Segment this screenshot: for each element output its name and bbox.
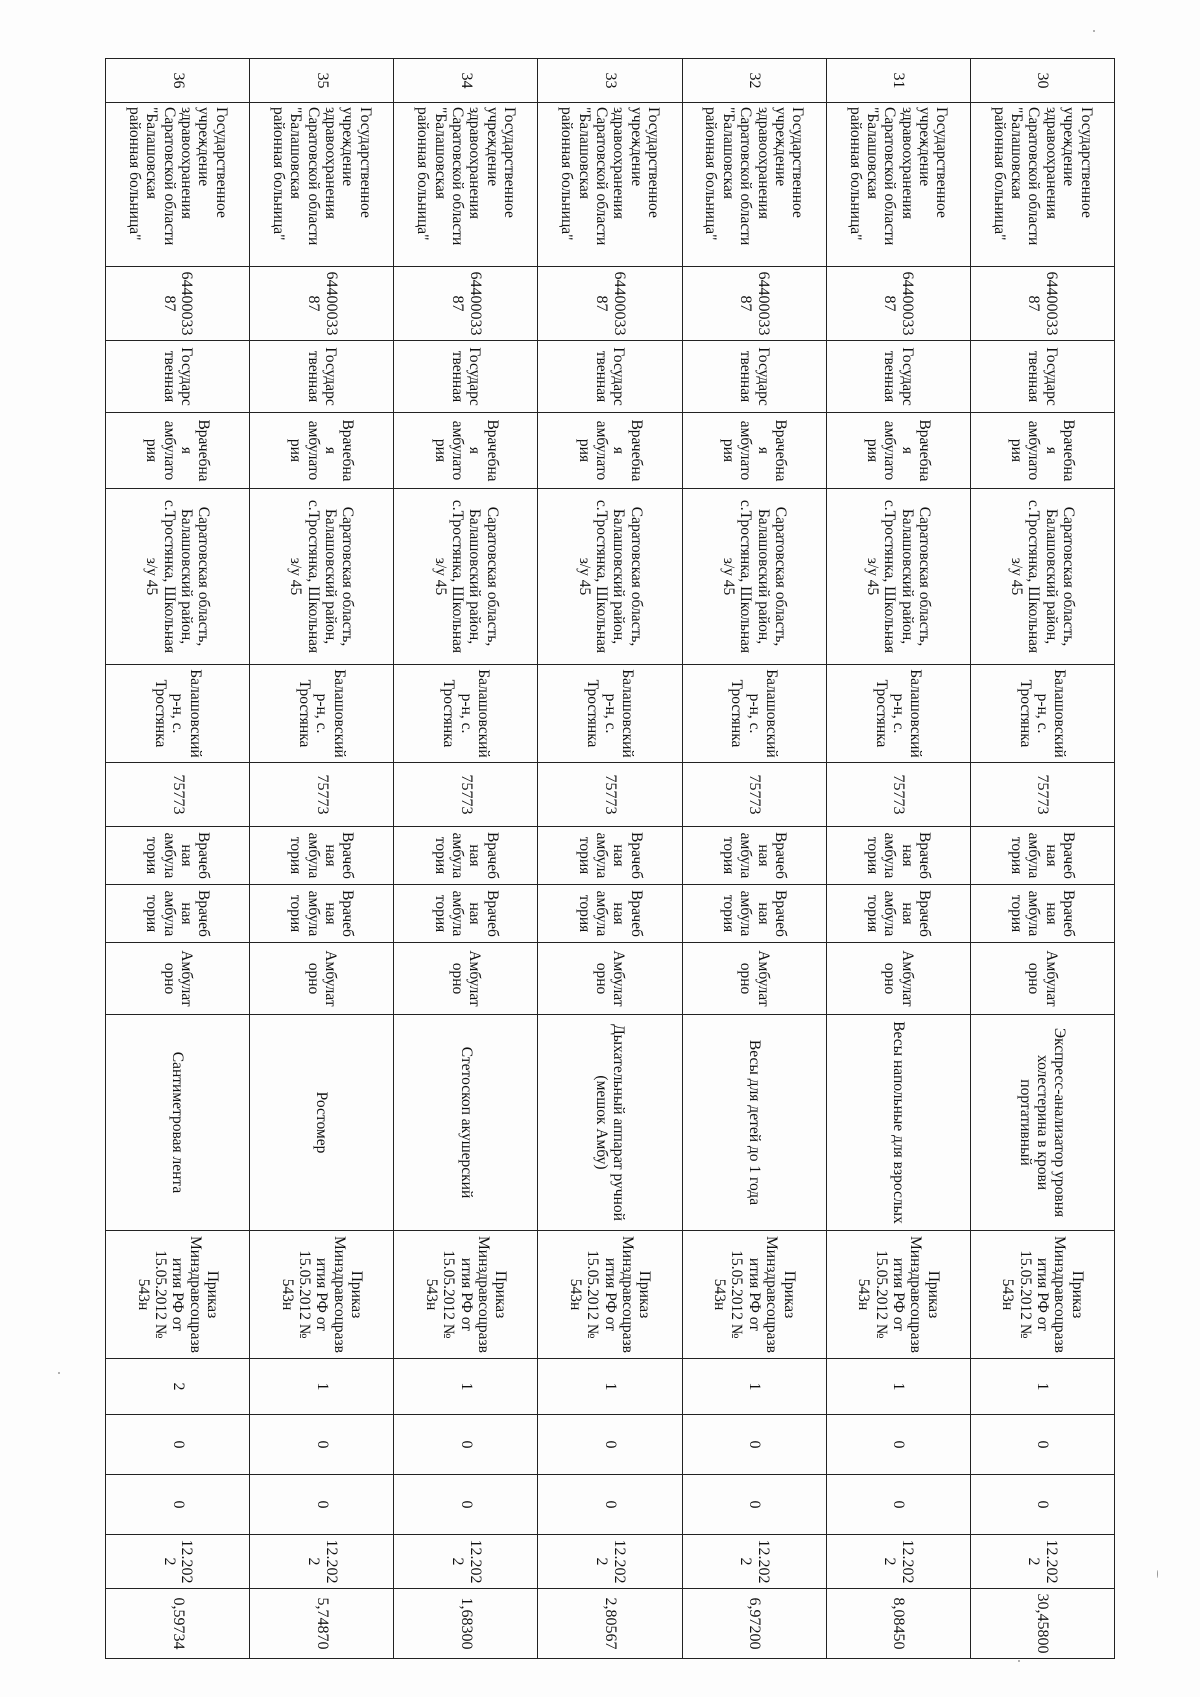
row-number-cell: 30	[970, 59, 1114, 103]
organization-cell: Государственное учреждение здравоохранения Саратовской области "Балашовская районная больница"	[250, 103, 394, 267]
organization-cell: Государственное учреждение здравоохранения Саратовской области "Балашовская районная больница"	[394, 103, 538, 267]
address-cell: Саратовская область, Балашовский район, с.Тростянка, Школьная з/у 45	[538, 489, 682, 665]
equipment-name-cell: Стетоскоп акушерский	[394, 1015, 538, 1231]
table-row	[106, 59, 250, 1659]
care-type-cell: Амбулаторно	[538, 943, 682, 1015]
code-cell: 75773	[394, 763, 538, 827]
address-cell: Саратовская область, Балашовский район, с.Тростянка, Школьная з/у 45	[250, 489, 394, 665]
quantity-cell: 1	[538, 1359, 682, 1415]
locality-cell: Балашовский р-н, с. Тростянка	[538, 665, 682, 763]
unit-cell: Врачебная амбулатория	[682, 413, 826, 489]
row-number-cell: 34	[394, 59, 538, 103]
value-cell: 0	[826, 1415, 970, 1475]
value-cell: 0	[394, 1415, 538, 1475]
table-rotated-wrapper	[105, 58, 1115, 1654]
equipment-name-cell: Экспресс-анализатор уровня холестерина в крови портативный	[970, 1015, 1114, 1231]
equipment-name-cell: Ростомер	[250, 1015, 394, 1231]
order-reference-cell: Приказ Минздравсоцразвития РФ от 15.05.2012 № 543н	[394, 1231, 538, 1359]
amount-cell: 1,68300	[394, 1589, 538, 1659]
department-cell: Врачебная амбулатория	[106, 885, 250, 943]
care-type-cell: Амбулаторно	[394, 943, 538, 1015]
date-cell: 12.2022	[538, 1535, 682, 1589]
address-cell: Саратовская область, Балашовский район, с.Тростянка, Школьная з/у 45	[970, 489, 1114, 665]
code-cell: 75773	[106, 763, 250, 827]
equipment-name-cell: Весы для детей до 1 года	[682, 1015, 826, 1231]
code-cell: 75773	[682, 763, 826, 827]
amount-cell: 8,08450	[826, 1589, 970, 1659]
value-cell: 0	[538, 1475, 682, 1535]
locality-cell: Балашовский р-н, с. Тростянка	[394, 665, 538, 763]
organization-cell: Государственное учреждение здравоохранения Саратовской области "Балашовская районная больница"	[682, 103, 826, 267]
row-number-cell: 36	[106, 59, 250, 103]
inn-cell: 6440003387	[682, 267, 826, 341]
inn-cell: 6440003387	[538, 267, 682, 341]
table-row	[970, 59, 1114, 1659]
inn-cell: 6440003387	[394, 267, 538, 341]
equipment-name-cell: Дыхательный аппарат ручной (мешок Амбу)	[538, 1015, 682, 1231]
table-row	[682, 59, 826, 1659]
scan-speck	[58, 1372, 60, 1374]
address-cell: Саратовская область, Балашовский район, с.Тростянка, Школьная з/у 45	[106, 489, 250, 665]
locality-cell: Балашовский р-н, с. Тростянка	[826, 665, 970, 763]
care-type-cell: Амбулаторно	[826, 943, 970, 1015]
care-type-cell: Амбулаторно	[970, 943, 1114, 1015]
locality-cell: Балашовский р-н, с. Тростянка	[682, 665, 826, 763]
value-cell: 0	[394, 1475, 538, 1535]
department-cell: Врачебная амбулатория	[250, 885, 394, 943]
ownership-cell: Государственная	[538, 341, 682, 413]
organization-cell: Государственное учреждение здравоохранения Саратовской области "Балашовская районная больница"	[538, 103, 682, 267]
value-cell: 0	[250, 1415, 394, 1475]
table-row	[826, 59, 970, 1659]
locality-cell: Балашовский р-н, с. Тростянка	[970, 665, 1114, 763]
locality-cell: Балашовский р-н, с. Тростянка	[250, 665, 394, 763]
department-cell: Врачебная амбулатория	[106, 827, 250, 885]
table-row	[250, 59, 394, 1659]
code-cell: 75773	[538, 763, 682, 827]
code-cell: 75773	[970, 763, 1114, 827]
inn-cell: 6440003387	[826, 267, 970, 341]
value-cell: 0	[106, 1415, 250, 1475]
value-cell: 0	[250, 1475, 394, 1535]
inn-cell: 6440003387	[250, 267, 394, 341]
date-cell: 12.2022	[250, 1535, 394, 1589]
equipment-name-cell: Сантиметровая лента	[106, 1015, 250, 1231]
order-reference-cell: Приказ Минздравсоцразвития РФ от 15.05.2012 № 543н	[250, 1231, 394, 1359]
department-cell: Врачебная амбулатория	[682, 885, 826, 943]
scan-speck	[1018, 1660, 1020, 1662]
value-cell: 0	[970, 1475, 1114, 1535]
care-type-cell: Амбулаторно	[682, 943, 826, 1015]
unit-cell: Врачебная амбулатория	[250, 413, 394, 489]
organization-cell: Государственное учреждение здравоохранения Саратовской области "Балашовская районная больница"	[970, 103, 1114, 267]
quantity-cell: 1	[682, 1359, 826, 1415]
order-reference-cell: Приказ Минздравсоцразвития РФ от 15.05.2012 № 543н	[106, 1231, 250, 1359]
department-cell: Врачебная амбулатория	[538, 885, 682, 943]
date-cell: 12.2022	[106, 1535, 250, 1589]
amount-cell: 6,97200	[682, 1589, 826, 1659]
equipment-name-cell: Весы напольные для взрослых	[826, 1015, 970, 1231]
amount-cell: 30,45800	[970, 1589, 1114, 1659]
department-cell: Врачебная амбулатория	[394, 827, 538, 885]
department-cell: Врачебная амбулатория	[826, 885, 970, 943]
row-number-cell: 31	[826, 59, 970, 103]
date-cell: 12.2022	[970, 1535, 1114, 1589]
date-cell: 12.2022	[394, 1535, 538, 1589]
order-reference-cell: Приказ Минздравсоцразвития РФ от 15.05.2012 № 543н	[826, 1231, 970, 1359]
quantity-cell: 2	[106, 1359, 250, 1415]
date-cell: 12.2022	[682, 1535, 826, 1589]
row-number-cell: 33	[538, 59, 682, 103]
table-body	[106, 59, 1115, 1659]
code-cell: 75773	[826, 763, 970, 827]
organization-cell: Государственное учреждение здравоохранения Саратовской области "Балашовская районная больница"	[826, 103, 970, 267]
scan-speck	[1093, 30, 1095, 32]
value-cell: 0	[106, 1475, 250, 1535]
inn-cell: 6440003387	[106, 267, 250, 341]
ownership-cell: Государственная	[250, 341, 394, 413]
row-number-cell: 35	[250, 59, 394, 103]
table-row	[538, 59, 682, 1659]
organization-cell: Государственное учреждение здравоохранения Саратовской области "Балашовская районная больница"	[106, 103, 250, 267]
department-cell: Врачебная амбулатория	[970, 827, 1114, 885]
quantity-cell: 1	[970, 1359, 1114, 1415]
ownership-cell: Государственная	[682, 341, 826, 413]
quantity-cell: 1	[826, 1359, 970, 1415]
department-cell: Врачебная амбулатория	[682, 827, 826, 885]
unit-cell: Врачебная амбулатория	[106, 413, 250, 489]
address-cell: Саратовская область, Балашовский район, с.Тростянка, Школьная з/у 45	[682, 489, 826, 665]
inn-cell: 6440003387	[970, 267, 1114, 341]
table-row	[394, 59, 538, 1659]
value-cell: 0	[682, 1415, 826, 1475]
care-type-cell: Амбулаторно	[250, 943, 394, 1015]
unit-cell: Врачебная амбулатория	[826, 413, 970, 489]
department-cell: Врачебная амбулатория	[826, 827, 970, 885]
ownership-cell: Государственная	[106, 341, 250, 413]
order-reference-cell: Приказ Минздравсоцразвития РФ от 15.05.2012 № 543н	[538, 1231, 682, 1359]
locality-cell: Балашовский р-н, с. Тростянка	[106, 665, 250, 763]
unit-cell: Врачебная амбулатория	[970, 413, 1114, 489]
code-cell: 75773	[250, 763, 394, 827]
amount-cell: 5,74870	[250, 1589, 394, 1659]
ownership-cell: Государственная	[394, 341, 538, 413]
value-cell: 0	[538, 1415, 682, 1475]
department-cell: Врачебная амбулатория	[970, 885, 1114, 943]
order-reference-cell: Приказ Минздравсоцразвития РФ от 15.05.2012 № 543н	[970, 1231, 1114, 1359]
value-cell: 0	[826, 1475, 970, 1535]
value-cell: 0	[682, 1475, 826, 1535]
date-cell: 12.2022	[826, 1535, 970, 1589]
ownership-cell: Государственная	[826, 341, 970, 413]
quantity-cell: 1	[394, 1359, 538, 1415]
amount-cell: 2,80567	[538, 1589, 682, 1659]
address-cell: Саратовская область, Балашовский район, с.Тростянка, Школьная з/у 45	[394, 489, 538, 665]
department-cell: Врачебная амбулатория	[394, 885, 538, 943]
row-number-cell: 32	[682, 59, 826, 103]
unit-cell: Врачебная амбулатория	[538, 413, 682, 489]
care-type-cell: Амбулаторно	[106, 943, 250, 1015]
value-cell: 0	[970, 1415, 1114, 1475]
scan-speck	[1157, 1570, 1158, 1578]
ownership-cell: Государственная	[970, 341, 1114, 413]
order-reference-cell: Приказ Минздравсоцразвития РФ от 15.05.2012 № 543н	[682, 1231, 826, 1359]
address-cell: Саратовская область, Балашовский район, с.Тростянка, Школьная з/у 45	[826, 489, 970, 665]
department-cell: Врачебная амбулатория	[250, 827, 394, 885]
department-cell: Врачебная амбулатория	[538, 827, 682, 885]
quantity-cell: 1	[250, 1359, 394, 1415]
equipment-table	[105, 58, 1115, 1659]
amount-cell: 0,59734	[106, 1589, 250, 1659]
unit-cell: Врачебная амбулатория	[394, 413, 538, 489]
